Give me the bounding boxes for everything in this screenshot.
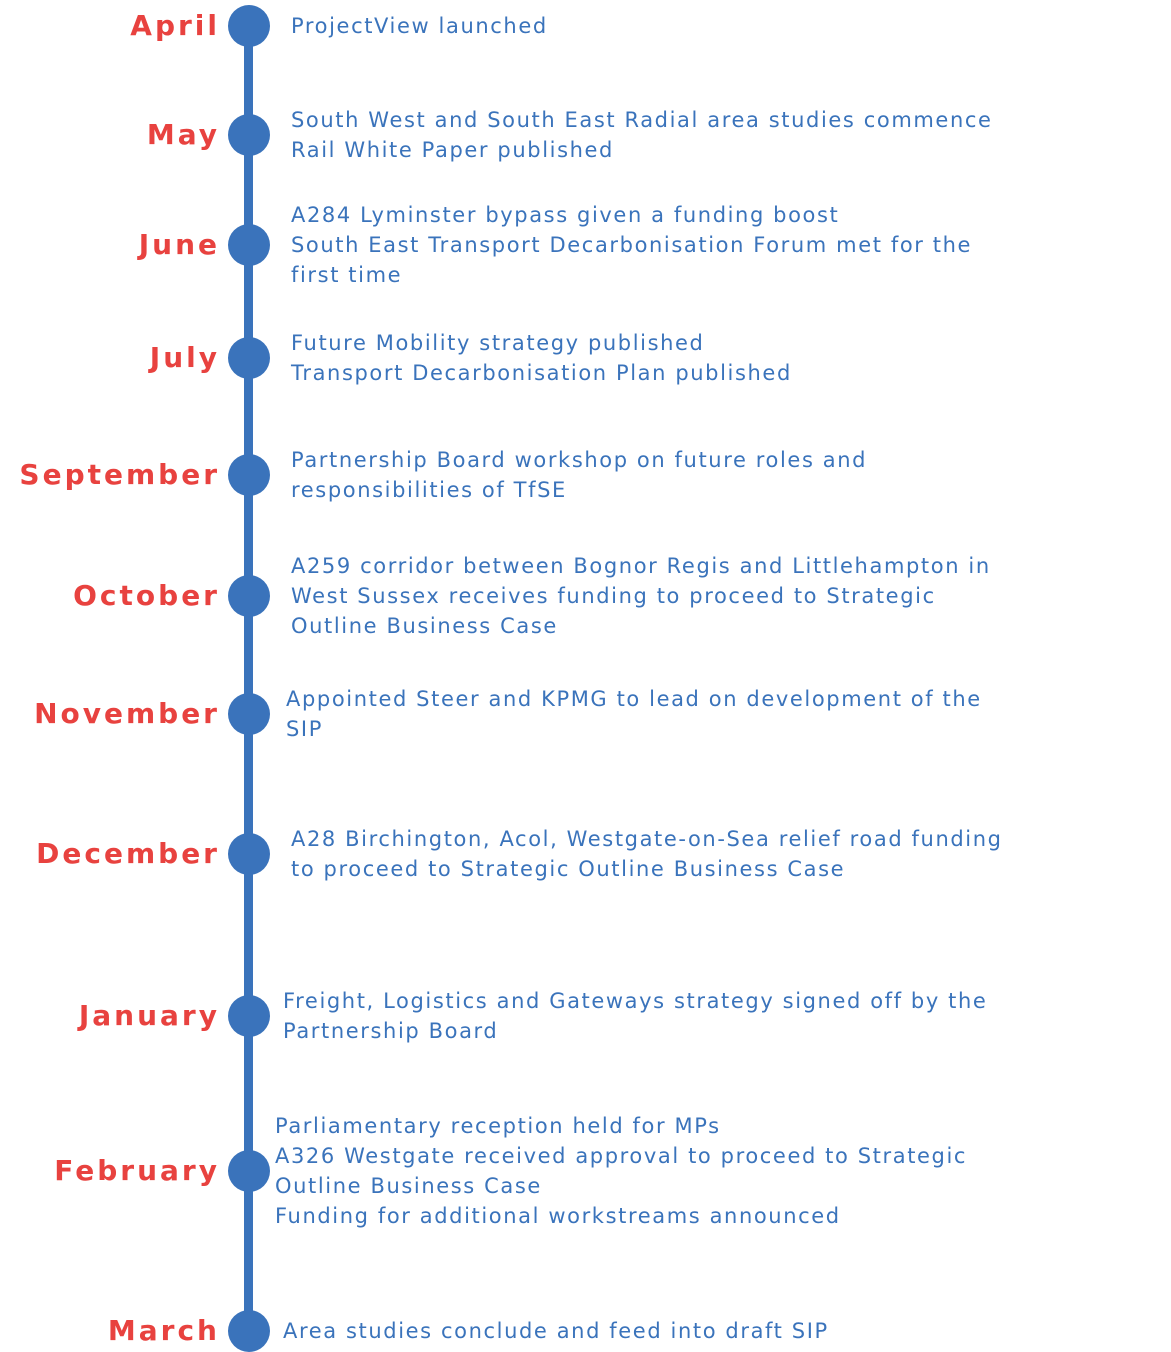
event-description [291, 551, 991, 641]
event-description-line: A284 Lyminster bypass given a funding boost [291, 203, 840, 227]
event-month: March [107, 1314, 220, 1347]
event-month: October [73, 579, 220, 612]
event-description-line: Partnership Board workshop on future roles and [291, 448, 868, 472]
timeline-dot [228, 224, 270, 266]
timeline-dot [228, 5, 270, 47]
timeline-dot [228, 693, 270, 735]
timeline-dot [228, 575, 270, 617]
event-month: February [54, 1154, 220, 1187]
event-description-line: to proceed to Strategic Outline Business Case [291, 857, 846, 881]
event-description [291, 105, 993, 165]
event-description [283, 986, 987, 1046]
event-description-line: Parliamentary reception held for MPs [275, 1114, 721, 1138]
event-description-line: A259 corridor between Bognor Regis and Littlehampton in [291, 554, 991, 578]
event-month: September [19, 458, 220, 491]
event-month: January [78, 999, 220, 1032]
event-description-line: Partnership Board [283, 1019, 499, 1043]
timeline-dot [228, 454, 270, 496]
event-description-line: Outline Business Case [275, 1174, 542, 1198]
event-description-line: Outline Business Case [291, 614, 558, 638]
event-description [291, 824, 1003, 884]
event-description [291, 11, 548, 41]
event-description [283, 1316, 829, 1346]
event-description [291, 200, 972, 290]
event-description-line: Funding for additional workstreams announced [275, 1204, 841, 1228]
event-description-line: South East Transport Decarbonisation Forum met for the [291, 233, 973, 257]
timeline-dot [228, 337, 270, 379]
timeline-dot [228, 833, 270, 875]
event-description-line: ProjectView launched [291, 14, 548, 38]
event-description-line: Rail White Paper published [291, 138, 614, 162]
event-description-line: responsibilities of TfSE [291, 478, 567, 502]
event-month: May [146, 118, 220, 151]
timeline-dot [228, 1150, 270, 1192]
event-description-line: West Sussex receives funding to proceed to Strategic [291, 584, 936, 608]
event-description [291, 328, 792, 388]
event-description-line: South West and South East Radial area studies commence [291, 108, 993, 132]
event-description-line: A326 Westgate received approval to proceed to Strategic [275, 1144, 968, 1168]
timeline-dot [228, 114, 270, 156]
event-month: April [130, 9, 220, 42]
event-description-line: Area studies conclude and feed into draft SIP [283, 1319, 829, 1343]
event-description [275, 1111, 967, 1231]
event-month: June [138, 228, 220, 261]
event-month: December [36, 837, 220, 870]
event-description-line: first time [291, 263, 403, 287]
timeline-dot [228, 995, 270, 1037]
timeline-dot [228, 1310, 270, 1352]
event-month: July [149, 341, 220, 374]
event-description-line: Transport Decarbonisation Plan published [291, 361, 792, 385]
event-description-line: A28 Birchington, Acol, Westgate-on-Sea relief road funding [291, 827, 1003, 851]
event-month: November [34, 697, 220, 730]
event-description-line: Future Mobility strategy published [291, 331, 705, 355]
event-description-line: Appointed Steer and KPMG to lead on development of the [286, 687, 982, 711]
event-description-line: SIP [286, 717, 323, 741]
event-description [291, 445, 867, 505]
event-description [286, 684, 982, 744]
event-description-line: Freight, Logistics and Gateways strategy signed off by the [283, 989, 988, 1013]
